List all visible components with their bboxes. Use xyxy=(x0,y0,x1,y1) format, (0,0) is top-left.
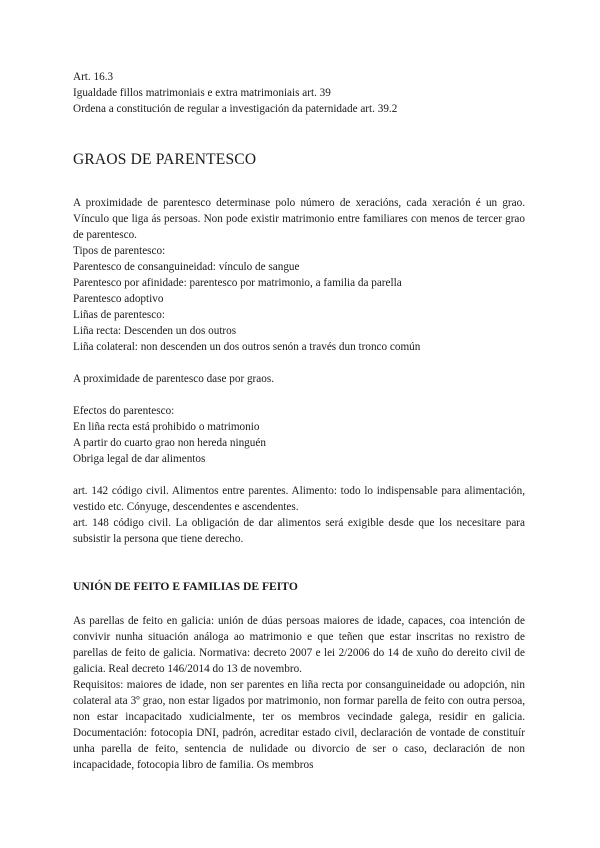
lines-heading: Liñas de parentesco: xyxy=(73,309,165,321)
type-adoptive: Parentesco adoptivo xyxy=(73,293,164,305)
spacer xyxy=(73,387,525,403)
paragraph-proximity: A proximidade de parentesco determinase polo número de xeracións, cada xeración é un grao. Vínculo que liga ás persoas. Non pode existir matrimonio entre familiares con menos de tercer grao de parentesco. xyxy=(73,197,525,241)
section-title-graos: GRAOS DE PARENTESCO xyxy=(73,151,257,168)
effect-alimony: Obriga legal de dar alimentos xyxy=(73,453,206,465)
spacer xyxy=(73,467,525,483)
spacer xyxy=(73,355,525,371)
paragraph-art-142: art. 142 código civil. Alimentos entre parentes. Alimento: todo lo indispensable para alimentación, vestido etc. Cónyuge, descendentes e ascendentes. xyxy=(73,485,525,513)
effect-marriage-prohibited: En liña recta está prohibido o matrimonio xyxy=(73,421,260,433)
types-heading: Tipos de parentesco: xyxy=(73,245,166,257)
intro-line-article: Art. 16.3 xyxy=(73,71,114,83)
type-consanguinity: Parentesco de consanguineidad: vínculo de sangue xyxy=(73,261,300,273)
line-collateral: Liña colateral: non descenden un dos outros senón a través dun tronco común xyxy=(73,341,421,353)
spacer xyxy=(73,547,525,579)
line-direct: Liña recta: Descenden un dos outros xyxy=(73,325,237,337)
degrees-sentence: A proximidade de parentesco dase por graos. xyxy=(73,373,274,385)
intro-line-paternity: Ordena a constitución de regular a investigación da paternidade art. 39.2 xyxy=(73,103,398,115)
document-body xyxy=(73,69,525,773)
paragraph-art-148: art. 148 código civil. La obligación de dar alimentos será exigible desde que los necesitare para subsistir la persona que tiene derecho. xyxy=(73,517,525,545)
paragraph-requisitos: Requisitos: maiores de idade, non ser parentes en liña recta por consanguineidade ou adopción, nin colateral ata 3º grao, non estar ligados por matrimonio, non formar parella de feito con outra persoa, non estar incapacitado xudicialmente, ter os membros vecindade galega, residir en galicia. Documentación: fotocopia DNI, padrón, acreditar estado civil, declaración de vontade de constituír unha parella de feito, sentencia de nulidade ou divorcio de ser o caso, declaración de non incapacidade, fotocopia libro de familia. Os membros xyxy=(73,679,525,771)
intro-line-equality: Igualdade fillos matrimoniais e extra matrimoniais art. 39 xyxy=(73,87,331,99)
paragraph-parellas-feito: As parellas de feito en galicia: unión de dúas persoas maiores de idade, capaces, coa intención de convivir nunha situación análoga ao matrimonio e que teñen que estar inscritas no rexistro de parellas de feito de galicia. Normativa: decreto 2007 e lei 2/2006 do 14 de xuño do dereito civil de galicia. Real decreto 146/2014 do 13 de novembro. xyxy=(73,615,525,675)
effects-heading: Efectos do parentesco: xyxy=(73,405,175,417)
type-affinity: Parentesco por afinidade: parentesco por matrimonio, a familia da parella xyxy=(73,277,402,289)
effect-inheritance: A partir do cuarto grao non hereda ninguén xyxy=(73,437,266,449)
section-title-union-feito: UNIÓN DE FEITO E FAMILIAS DE FEITO xyxy=(73,580,298,593)
